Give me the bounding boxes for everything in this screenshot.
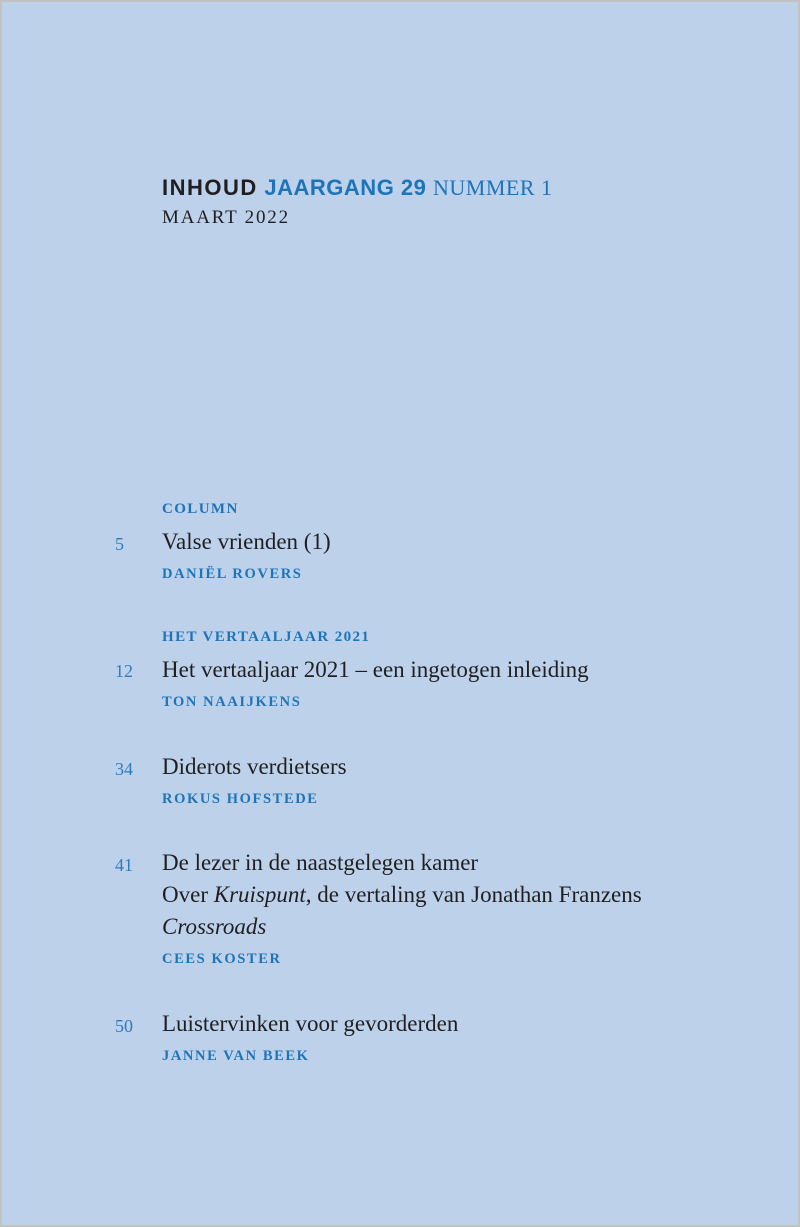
page-number: 5 <box>115 534 124 554</box>
article-title: De lezer in de naastgelegen kamer <box>162 850 479 875</box>
section-heading: COLUMN <box>162 501 239 517</box>
header-date: MAART 2022 <box>162 207 290 228</box>
subtitle-suffix: , de vertaling van Jonathan Franzens <box>305 882 642 907</box>
page-number: 41 <box>115 855 133 875</box>
article-author: JANNE VAN BEEK <box>162 1048 310 1064</box>
subtitle-italic-book: Crossroads <box>162 914 267 939</box>
article-title: Diderots verdietsers <box>162 754 347 779</box>
article-author: DANIËL ROVERS <box>162 566 303 582</box>
article-title: Het vertaaljaar 2021 – een ingetogen inleiding <box>162 657 589 682</box>
subtitle-italic-title: Kruispunt <box>213 882 306 907</box>
article-subtitle-line2 <box>162 911 266 943</box>
page-number: 12 <box>115 661 133 681</box>
article-title: Luistervinken voor gevorderden <box>162 1011 459 1036</box>
article-subtitle <box>162 879 642 911</box>
header-title-line <box>162 173 553 203</box>
header-volume: JAARGANG 29 <box>264 175 427 200</box>
section-heading: HET VERTAALJAAR 2021 <box>162 629 371 645</box>
header-issue-number: NUMMER 1 <box>433 175 553 200</box>
article-author: TON NAAIJKENS <box>162 694 302 710</box>
contents-header <box>162 173 553 229</box>
subtitle-prefix: Over <box>162 882 214 907</box>
article-title: Valse vrienden (1) <box>162 529 331 554</box>
page-number: 50 <box>115 1016 133 1036</box>
page-number: 34 <box>115 759 133 779</box>
article-author: ROKUS HOFSTEDE <box>162 791 319 807</box>
article-author: CEES KOSTER <box>162 951 282 967</box>
header-inhoud: INHOUD <box>162 175 258 200</box>
